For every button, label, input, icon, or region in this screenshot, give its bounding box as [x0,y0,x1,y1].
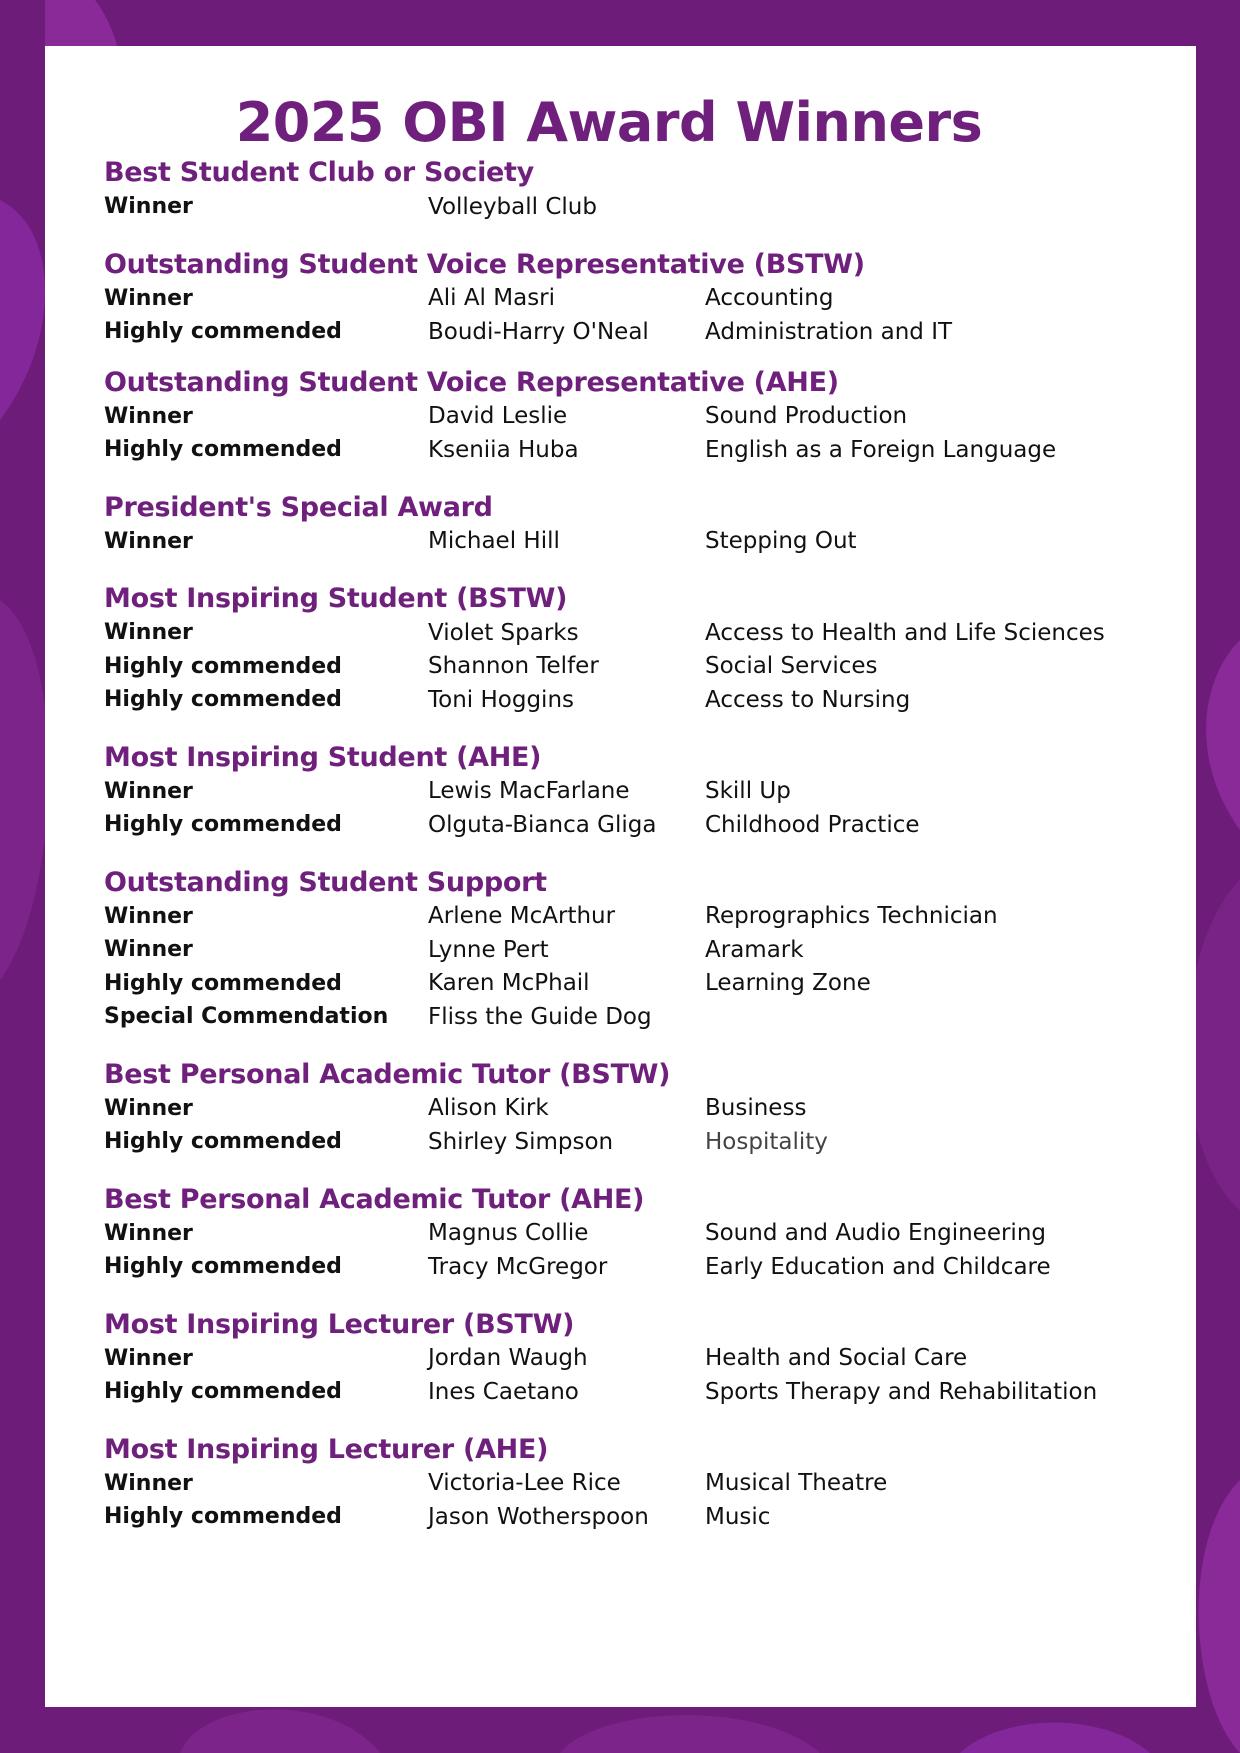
category-inspiring-student-ahe [104,741,1196,842]
award-label: Highly commended [104,1504,342,1530]
recipient-dept: Learning Zone [705,970,871,997]
category-lecturer-bstw [104,1308,1196,1409]
category-student-voice-ahe [104,366,1196,467]
award-label: Winner [104,903,193,929]
category-title: Outstanding Student Support [104,866,547,898]
entry-row [104,282,1196,316]
recipient-dept: Access to Nursing [705,686,911,713]
award-label: Winner [104,1470,193,1496]
entry-row [104,1250,1196,1284]
award-label: Winner [104,403,193,429]
category-title: Most Inspiring Lecturer (BSTW) [104,1308,575,1340]
recipient-dept: Stepping Out [705,528,857,555]
category-title: Outstanding Student Voice Representative (AHE) [104,366,839,398]
recipient-name: Arlene McArthur [428,903,616,930]
recipient-dept: Music [705,1503,771,1530]
category-student-support [104,866,1196,1034]
award-label: Winner [104,285,193,311]
recipient-name: Tracy McGregor [428,1253,608,1280]
recipient-name: Lewis MacFarlane [428,778,630,805]
recipient-dept: Childhood Practice [705,811,920,838]
award-label: Highly commended [104,812,342,838]
award-label: Special Commendation [104,1004,389,1030]
award-label: Highly commended [104,653,342,679]
category-presidents-special-award [104,491,1196,559]
recipient-dept: Hospitality [705,1128,828,1155]
recipient-dept: Skill Up [705,778,791,805]
entry-row [104,1217,1196,1251]
recipient-dept: Early Education and Childcare [705,1253,1051,1280]
recipient-dept: Access to Health and Life Sciences [705,619,1105,646]
category-title: Best Personal Academic Tutor (BSTW) [104,1058,671,1090]
recipient-name: Fliss the Guide Dog [428,1003,652,1030]
category-inspiring-student-bstw [104,582,1196,717]
recipient-name: Toni Hoggins [428,686,575,713]
recipient-name: Alison Kirk [428,1095,549,1122]
category-title: President's Special Award [104,491,493,523]
recipient-name: Violet Sparks [428,619,579,646]
award-label: Highly commended [104,1379,342,1405]
entry-row [104,683,1196,717]
category-student-voice-bstw [104,248,1196,349]
award-label: Highly commended [104,970,342,996]
recipient-dept: Social Services [705,653,878,680]
recipient-name: Jason Wotherspoon [428,1503,649,1530]
recipient-dept: Musical Theatre [705,1470,888,1497]
recipient-name: Shannon Telfer [428,653,599,680]
award-label: Winner [104,1220,193,1246]
entry-row [104,1500,1196,1534]
recipient-dept: Aramark [705,936,804,963]
award-label: Winner [104,620,193,646]
award-label: Highly commended [104,437,342,463]
recipient-name: Olguta-Bianca Gliga [428,811,657,838]
recipient-dept: Sound Production [705,403,908,430]
recipient-name: Kseniia Huba [428,436,579,463]
category-title: Outstanding Student Voice Representative (BSTW) [104,248,865,280]
entry-row [104,1092,1196,1126]
entry-row [104,190,1196,224]
recipient-name: Shirley Simpson [428,1128,614,1155]
entry-row [104,1375,1196,1409]
recipient-name: Boudi-Harry O'Neal [428,318,649,345]
entry-row [104,315,1196,349]
recipient-dept: Reprographics Technician [705,903,998,930]
entry-row [104,808,1196,842]
category-title: Most Inspiring Student (AHE) [104,741,542,773]
category-tutor-bstw [104,1058,1196,1159]
award-label: Winner [104,1095,193,1121]
entry-row [104,1125,1196,1159]
category-lecturer-ahe [104,1433,1196,1534]
category-title: Most Inspiring Student (BSTW) [104,583,568,614]
entry-row [104,1342,1196,1376]
recipient-dept: Health and Social Care [705,1345,968,1372]
category-title: Most Inspiring Lecturer (AHE) [104,1433,549,1465]
recipient-name: Lynne Pert [428,936,549,963]
entry-row [104,400,1196,434]
entry-row [104,933,1196,967]
award-label: Highly commended [104,687,342,713]
award-label: Highly commended [104,1254,342,1280]
recipient-dept: Administration and IT [705,318,953,345]
award-label: Winner [104,194,193,220]
recipient-dept: Business [705,1095,807,1122]
category-best-student-club [104,156,1196,224]
category-title: Best Student Club or Society [104,157,534,188]
recipient-name: Karen McPhail [428,970,590,997]
entry-row [104,650,1196,684]
award-label: Highly commended [104,319,342,345]
recipient-dept: Accounting [705,285,834,312]
recipient-name: David Leslie [428,403,568,430]
award-label: Highly commended [104,1129,342,1155]
recipient-name: Ines Caetano [428,1378,579,1405]
award-sheet [45,46,1196,1707]
entry-row [104,775,1196,809]
page-title: 2025 OBI Award Winners [235,91,983,154]
entry-row [104,967,1196,1001]
entry-row [104,616,1196,650]
entry-row [104,433,1196,467]
award-label: Winner [104,778,193,804]
recipient-dept: Sound and Audio Engineering [705,1220,1047,1247]
award-label: Winner [104,1345,193,1371]
recipient-dept: Sports Therapy and Rehabilitation [705,1378,1098,1405]
recipient-name: Volleyball Club [428,193,597,220]
category-title: Best Personal Academic Tutor (AHE) [104,1183,645,1215]
recipient-name: Michael Hill [428,528,560,555]
recipient-name: Jordan Waugh [428,1345,588,1372]
recipient-name: Magnus Collie [428,1220,589,1247]
category-tutor-ahe [104,1183,1196,1284]
award-label: Winner [104,528,193,554]
entry-row [104,900,1196,934]
recipient-dept: English as a Foreign Language [705,436,1057,463]
entry-row [104,1467,1196,1501]
recipient-name: Victoria-Lee Rice [428,1470,621,1497]
entry-row [104,1000,1196,1034]
recipient-name: Ali Al Masri [428,285,556,312]
award-label: Winner [104,937,193,963]
entry-row [104,525,1196,559]
